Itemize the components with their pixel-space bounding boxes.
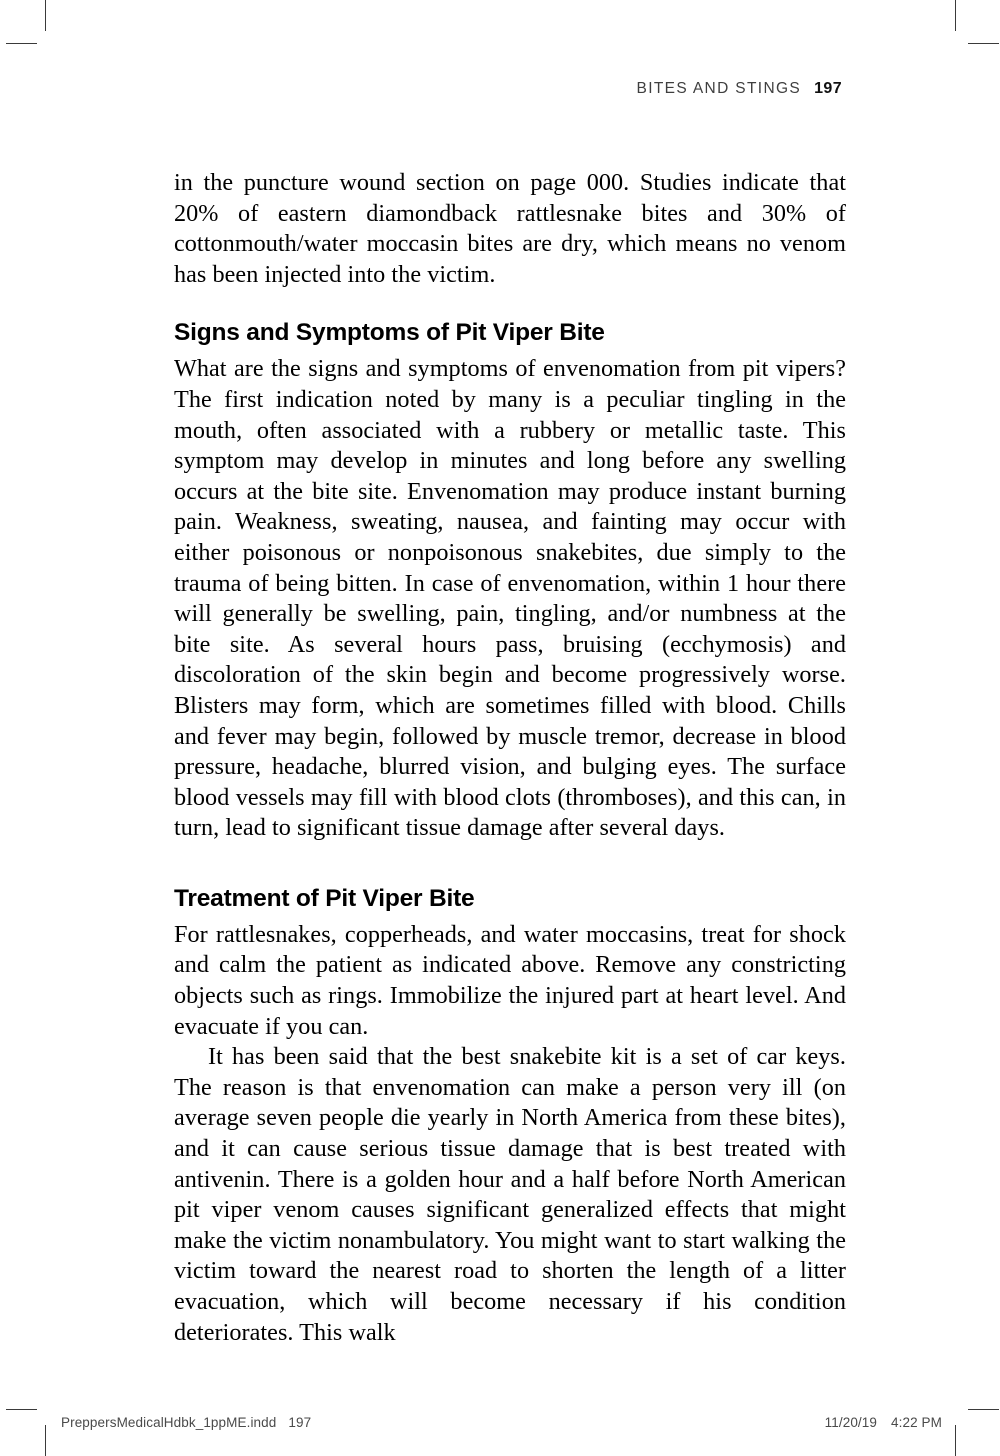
running-head bbox=[637, 80, 842, 98]
printer-slug-line bbox=[0, 1415, 1000, 1439]
spacer-before-heading-treatment bbox=[174, 844, 846, 884]
slug-filename: PreppersMedicalHdbk_1ppME.indd bbox=[61, 1415, 277, 1430]
paragraph-continued-intro: in the puncture wound section on page 000. Studies indicate that 20% of eastern diamondback rattlesnake bites and 30% of cottonmouth/water moccasin bites are dry, which means no venom has been injected into the victim. bbox=[174, 169, 846, 288]
crop-mark-top-right-vertical bbox=[955, 0, 956, 31]
crop-mark-bottom-right-horizontal bbox=[968, 1409, 999, 1410]
slug-right-group bbox=[825, 1415, 942, 1430]
crop-mark-top-right-horizontal bbox=[968, 43, 999, 44]
heading-signs-and-symptoms: Signs and Symptoms of Pit Viper Bite bbox=[174, 319, 605, 347]
body-text-column bbox=[174, 168, 846, 1348]
spacer-before-heading-signs bbox=[174, 290, 846, 318]
slug-time: 4:22 PM bbox=[891, 1415, 942, 1430]
slug-date: 11/20/19 bbox=[824, 1415, 878, 1430]
paragraph-snakebite-kit: It has been said that the best snakebite kit is a set of car keys. The reason is that envenomation can make a person very ill (on average seven people die yearly in North America from these bites), and it can cause serious tissue damage that is best treated with antivenin. There is a golden hour and a half before North American pit viper venom causes significant generalized effects that might make the victim nonambulatory. You might want to start walking the victim toward the nearest road to shorten the length of a litter evacuation, which will become necessary if his condition deteriorates. This walk bbox=[174, 1043, 846, 1346]
paragraph-treatment-first-aid: For rattlesnakes, copperheads, and water moccasins, treat for shock and calm the patient as indicated above. Remove any constricting objects such as rings. Immobilize the injured part at heart level. And evacuate if you can. bbox=[174, 920, 846, 1040]
slug-left-group bbox=[61, 1415, 311, 1430]
crop-mark-top-left-horizontal bbox=[6, 43, 37, 44]
crop-mark-bottom-left-horizontal bbox=[6, 1409, 37, 1410]
paragraph-signs-and-symptoms: What are the signs and symptoms of envenomation from pit vipers? The first indication noted by many is a peculiar tingling in the mouth, often associated with a rubbery or metallic taste. This symptom may develop in minutes and long before any swelling occurs at the bite site. Envenomation may produce instant burning pain. Weakness, sweating, nausea, and fainting may occur with either poisonous or nonpoisonous snakebites, due simply to the trauma of being bitten. In case of envenomation, within 1 hour there will generally be swelling, pain, tingling, and/or numbness at the bite site. As several hours pass, bruising (ecchymosis) and discoloration of the skin begin and become progressively worse. Blisters may form, which are sometimes filled with blood. Chills and fever may begin, followed by muscle tremor, decrease in blood pressure, headache, blurred vision, and bulging eyes. The surface blood vessels may fill with blood clots (thromboses), and this can, in turn, lead to significant tissue damage after several days. bbox=[174, 355, 846, 842]
page-folio-number: 197 bbox=[814, 80, 842, 97]
crop-mark-top-left-vertical bbox=[45, 0, 46, 31]
heading-treatment: Treatment of Pit Viper Bite bbox=[174, 884, 475, 912]
slug-page-number: 197 bbox=[288, 1415, 312, 1430]
running-head-title: BITES AND STINGS bbox=[636, 80, 802, 97]
